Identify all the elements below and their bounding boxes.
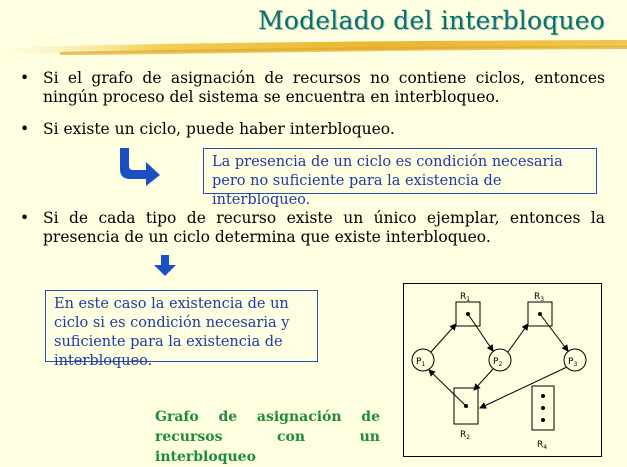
bullet-marker: • <box>20 120 30 138</box>
graph-caption: Grafo de asignación de recursos con un interbloqueo <box>155 409 380 465</box>
resource-r3 <box>528 292 552 326</box>
resource-r2 <box>454 388 478 441</box>
process-label: P <box>568 357 574 367</box>
bullet-text: Si existe un ciclo, puede haber interbloqueo. <box>43 120 395 138</box>
resource-label: R <box>534 292 541 302</box>
note-necessary-not-sufficient: La presencia de un ciclo es condición necesaria pero no suficiente para la existencia de interbloqueo. <box>203 148 597 194</box>
note-necessary-and-sufficient: En este caso la existencia de un ciclo si es condición necesaria y suficiente para la existencia de interbloqueo. <box>45 290 318 362</box>
process-label: P <box>416 357 422 367</box>
title-underline-brushstroke <box>0 36 627 66</box>
bullet-marker: • <box>20 209 30 227</box>
slide-title: Modelado del interbloqueo <box>258 6 605 35</box>
resource-subscript: 4 <box>543 444 548 451</box>
process-label: P <box>493 357 499 367</box>
resource-r1 <box>456 292 480 326</box>
process-p2 <box>489 349 511 371</box>
resource-subscript: 2 <box>466 434 471 441</box>
bullet-marker: • <box>20 69 30 87</box>
svg-text:R1 <box>460 292 470 303</box>
bent-arrow-icon <box>116 146 162 186</box>
svg-text:R3 <box>534 292 544 303</box>
bullet-single-instance <box>20 209 605 247</box>
edge-p2-to-r2 <box>474 369 493 390</box>
svg-text:R4 <box>537 440 547 451</box>
bullet-cycle-exists <box>20 120 605 139</box>
process-p1 <box>412 349 434 371</box>
edge-r3-to-p3 <box>540 314 568 351</box>
resource-label: R <box>537 440 544 450</box>
resource-subscript: 3 <box>540 296 545 303</box>
resource-label: R <box>460 292 467 302</box>
resource-allocation-graph <box>403 283 602 457</box>
process-subscript: 2 <box>498 361 503 368</box>
down-arrow-icon <box>153 255 177 277</box>
process-subscript: 3 <box>573 361 578 368</box>
edge-p2-to-r3 <box>508 324 528 352</box>
resource-subscript: 1 <box>466 296 471 303</box>
resource-r4 <box>532 386 554 451</box>
resource-label: R <box>460 430 467 440</box>
bullet-text: Si de cada tipo de recurso existe un único ejemplar, entonces la presencia de un ciclo determina que existe interbloqueo. <box>43 209 605 246</box>
edge-p1-to-r1 <box>431 324 456 352</box>
bullet-text: Si el grafo de asignación de recursos no contiene ciclos, entonces ningún proceso del sistema se encuentra en interbloqueo. <box>43 69 605 106</box>
process-p3 <box>564 349 586 371</box>
svg-text:R2 <box>460 430 470 441</box>
process-subscript: 1 <box>421 361 426 368</box>
bullet-no-cycle <box>20 69 605 107</box>
